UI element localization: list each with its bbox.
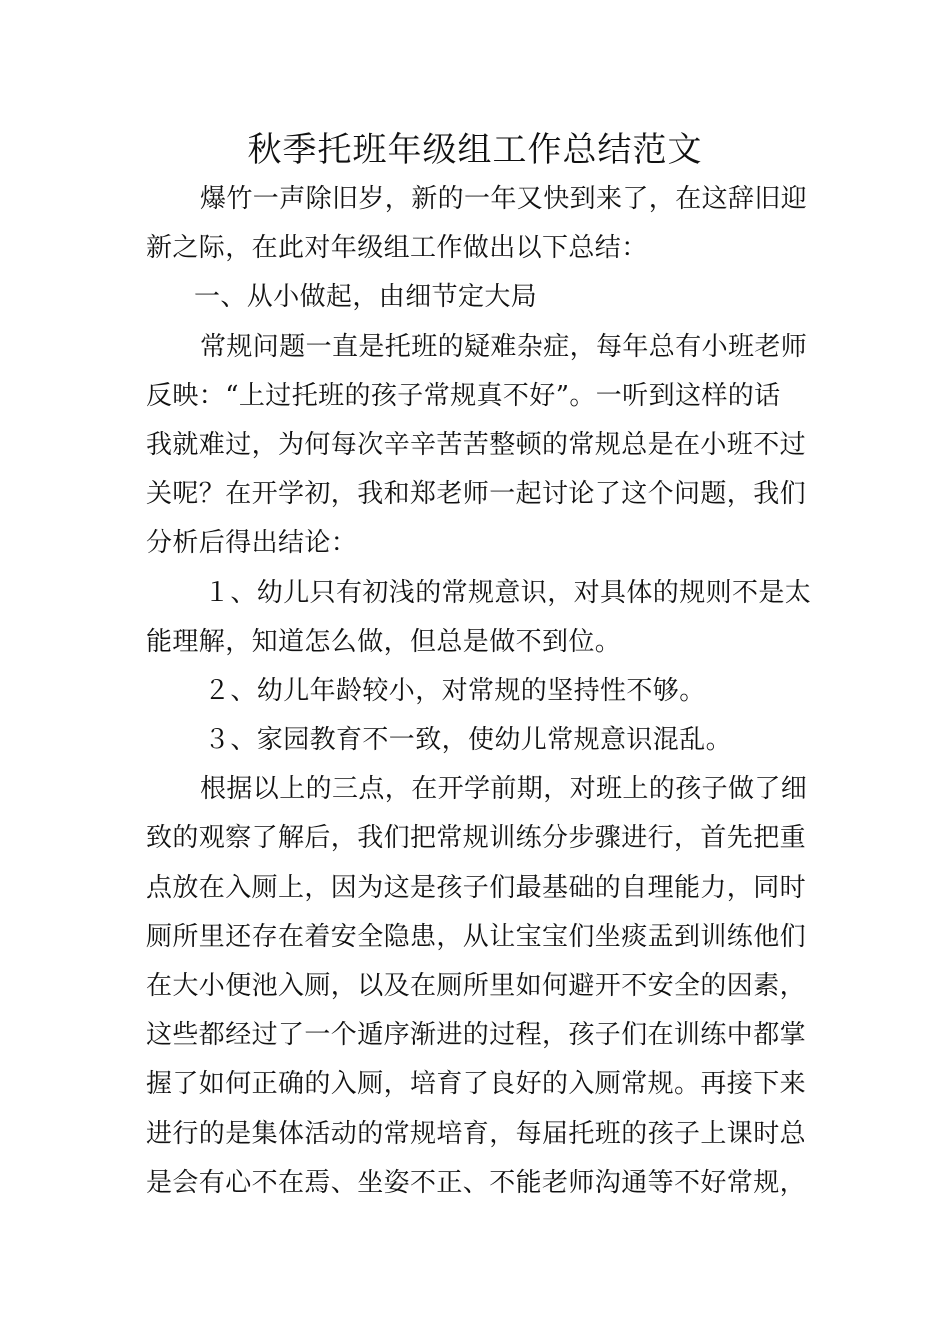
text-line: 握了如何正确的入厕，培育了良好的入厕常规。再接下来 (146, 1069, 807, 1100)
text-line: 是会有心不在焉、坐姿不正、不能老师沟通等不好常规， (146, 1167, 807, 1198)
text-line: 厕所里还存在着安全隐患，从让宝宝们坐痰盂到训练他们 (146, 921, 807, 952)
text-line: 分析后得出结论： (146, 528, 358, 559)
text-line: 关呢？在开学初，我和郑老师一起讨论了这个问题，我们 (146, 479, 807, 510)
text-line: 根据以上的三点，在开学前期，对班上的孩子做了细 (200, 774, 808, 805)
text-line: ３、家园教育不一致，使幼儿常规意识混乱。 (204, 725, 733, 756)
text-line: １、幼儿只有初浅的常规意识，对具体的规则不是太 (204, 577, 812, 608)
text-line: ２、幼儿年龄较小，对常规的坚持性不够。 (204, 675, 706, 706)
text-line: 常规问题一直是托班的疑难杂症，每年总有小班老师 (200, 331, 808, 362)
text-line: 在大小便池入厕，以及在厕所里如何避开不安全的因素， (146, 971, 807, 1001)
text-line: 点放在入厕上，因为这是孩子们最基础的自理能力，同时 (146, 872, 807, 903)
text-line: 进行的是集体活动的常规培育，每届托班的孩子上课时总 (146, 1118, 807, 1149)
text-line: 能理解，知道怎么做，但总是做不到位。 (146, 626, 622, 657)
text-line: 爆竹一声除旧岁，新的一年又快到来了，在这辞旧迎 (200, 184, 808, 214)
text-line: 我就难过，为何每次辛辛苦苦整顿的常规总是在小班不过 (146, 429, 807, 460)
text-line: 这些都经过了一个遁序渐进的过程，孩子们在训练中都掌 (146, 1020, 807, 1051)
document-title: 秋季托班年级组工作总结范文 (247, 130, 703, 170)
text-line: 新之际，在此对年级组工作做出以下总结： (146, 233, 648, 264)
text-line: 致的观察了解后，我们把常规训练分步骤进行，首先把重 (146, 823, 807, 854)
document-body (146, 175, 812, 1208)
text-line: 一、从小做起，由细节定大局 (194, 282, 538, 313)
text-line: 反映：“上过托班的孩子常规真不好”。一听到这样的话 (146, 380, 781, 411)
